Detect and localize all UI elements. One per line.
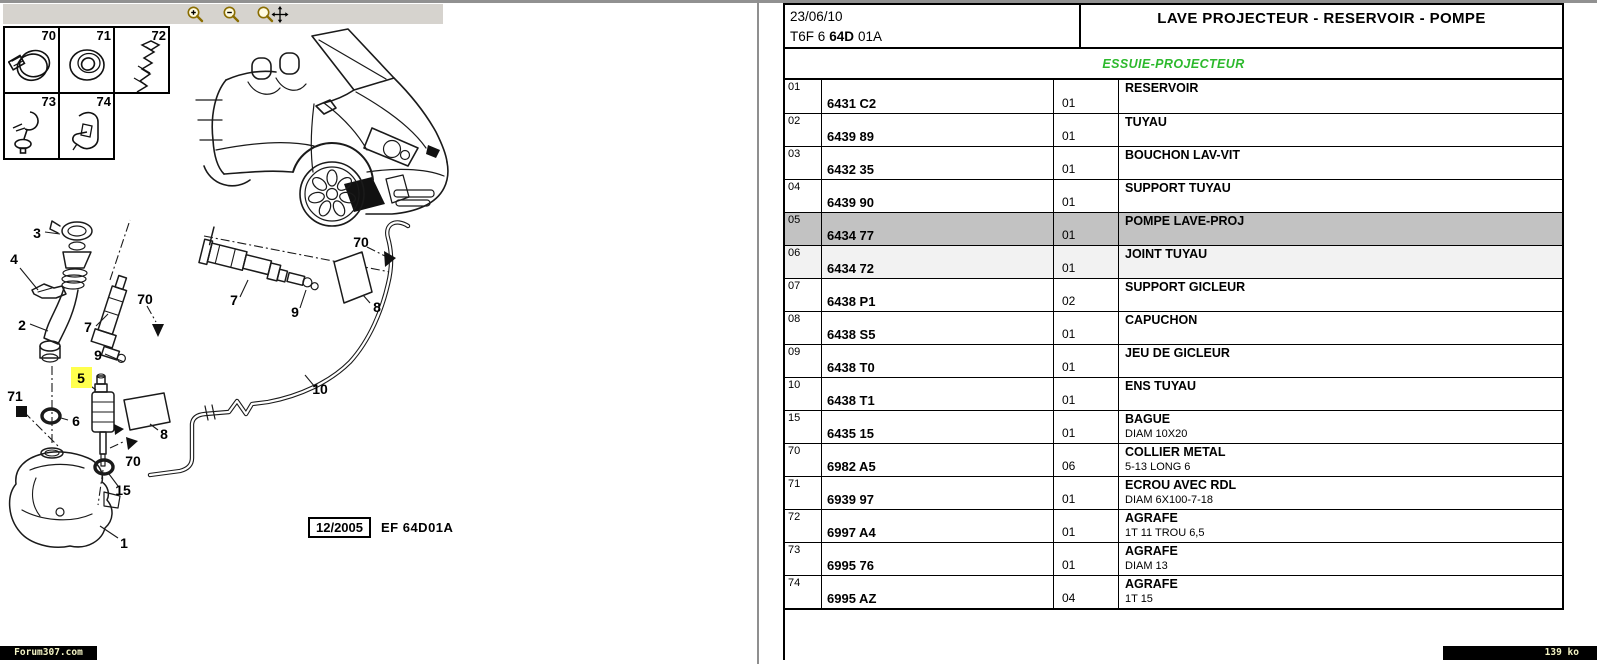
table-row[interactable] (785, 476, 1562, 509)
callout-2: 2 (18, 317, 26, 333)
qty-cell: 01 (1054, 213, 1119, 245)
part-label: ECROU AVEC RDL (1125, 478, 1237, 492)
part-label: AGRAFE (1125, 511, 1178, 525)
part-note (1125, 98, 1562, 111)
ref-cell: 72 (785, 510, 822, 542)
table-row[interactable] (785, 311, 1562, 344)
part-label: JEU DE GICLEUR (1125, 346, 1230, 360)
description-cell (1119, 213, 1562, 245)
part-note (1125, 131, 1562, 144)
callout-70: 70 (353, 234, 369, 250)
table-row[interactable] (785, 80, 1562, 113)
part-label: ENS TUYAU (1125, 379, 1197, 393)
statusbar-right: 139 ko (1443, 646, 1597, 660)
qty-cell: 01 (1054, 510, 1119, 542)
table-row[interactable] (785, 509, 1562, 542)
car-drawing (196, 29, 448, 226)
callout-10: 10 (312, 381, 328, 397)
part-number-cell: 6434 77 (822, 213, 1054, 245)
callout-70: 70 (137, 291, 153, 307)
part-number-cell: 6982 A5 (822, 444, 1054, 476)
qty-cell: 01 (1054, 477, 1119, 509)
part-label: AGRAFE (1125, 577, 1178, 591)
callout-6: 6 (72, 413, 80, 429)
part-note (1125, 164, 1562, 177)
table-row[interactable] (785, 443, 1562, 476)
part-number-cell: 6439 89 (822, 114, 1054, 146)
part-note (1125, 329, 1562, 342)
ref-cell: 70 (785, 444, 822, 476)
ref-cell: 03 (785, 147, 822, 179)
ref-cell: 15 (785, 411, 822, 443)
description-cell (1119, 345, 1562, 377)
description-cell (1119, 114, 1562, 146)
header-code: T6F 6 64D 01A (790, 29, 883, 44)
description-cell (1119, 180, 1562, 212)
qty-cell: 01 (1054, 114, 1119, 146)
part-label: BAGUE (1125, 412, 1171, 426)
parts-lineart (10, 221, 396, 547)
part-number-cell: 6438 T0 (822, 345, 1054, 377)
callout-8: 8 (373, 299, 381, 315)
description-cell (1119, 576, 1562, 608)
qty-cell: 01 (1054, 411, 1119, 443)
part-number-cell: 6438 S5 (822, 312, 1054, 344)
table-row[interactable] (785, 377, 1562, 410)
qty-cell: 01 (1054, 312, 1119, 344)
ref-cell: 71 (785, 477, 822, 509)
table-row[interactable] (785, 344, 1562, 377)
part-label: POMPE LAVE-PROJ (1125, 214, 1245, 228)
description-cell (1119, 378, 1562, 410)
ref-cell: 04 (785, 180, 822, 212)
hose-10 (150, 222, 408, 475)
ref-cell: 74 (785, 576, 822, 608)
ref-cell: 05 (785, 213, 822, 245)
part-note (1125, 362, 1562, 375)
part-label: CAPUCHON (1125, 313, 1198, 327)
statusbar-left: Forum307.com (0, 646, 97, 660)
callout-4: 4 (10, 251, 18, 267)
table-row[interactable] (785, 278, 1562, 311)
thumbnail-label: 72 (151, 28, 166, 43)
part-note (1125, 263, 1562, 276)
table-row[interactable] (785, 146, 1562, 179)
part-label: SUPPORT GICLEUR (1125, 280, 1246, 294)
part-number-cell: 6431 C2 (822, 80, 1054, 113)
callout-7: 7 (84, 319, 92, 335)
description-cell (1119, 80, 1562, 113)
part-label: BOUCHON LAV-VIT (1125, 148, 1241, 162)
ecrou-icon (63, 38, 113, 92)
callout-5: 5 (77, 370, 85, 386)
table-left-border-extension (783, 610, 785, 660)
part-number-cell: 6434 72 (822, 246, 1054, 278)
caption-date: 12/2005 (308, 517, 371, 538)
part-note: 1T 11 TROU 6,5 (1125, 527, 1205, 539)
part-number-cell: 6438 T1 (822, 378, 1054, 410)
thumbnail-label: 73 (41, 94, 56, 109)
part-note (1125, 296, 1562, 309)
ref-cell: 10 (785, 378, 822, 410)
section-subtitle: ESSUIE-PROJECTEUR (1102, 56, 1245, 71)
part-thumbnails (3, 26, 175, 160)
description-cell (1119, 411, 1562, 443)
qty-cell: 01 (1054, 345, 1119, 377)
ref-cell: 07 (785, 279, 822, 311)
ref-cell: 02 (785, 114, 822, 146)
description-cell (1119, 246, 1562, 278)
part-label: AGRAFE (1125, 544, 1178, 558)
description-cell (1119, 444, 1562, 476)
part-note: DIAM 6X100-7-18 (1125, 494, 1214, 506)
part-note: DIAM 13 (1125, 560, 1168, 572)
description-cell (1119, 477, 1562, 509)
part-number-cell: 6995 AZ (822, 576, 1054, 608)
part-note: 5-13 LONG 6 (1125, 461, 1191, 473)
thumbnail-74[interactable] (58, 92, 115, 160)
part-number-cell: 6439 90 (822, 180, 1054, 212)
thumbnail-71[interactable] (58, 26, 115, 94)
part-note: 1T 15 (1125, 593, 1153, 605)
callout-8: 8 (160, 426, 168, 442)
ref-cell: 08 (785, 312, 822, 344)
qty-cell: 01 (1054, 80, 1119, 113)
table-row[interactable] (785, 542, 1562, 575)
callout-3: 3 (33, 225, 41, 241)
callout-1: 1 (120, 535, 128, 551)
collier-metal-icon (8, 38, 58, 92)
qty-cell: 02 (1054, 279, 1119, 311)
part-label: SUPPORT TUYAU (1125, 181, 1231, 195)
part-number-cell: 6995 76 (822, 543, 1054, 575)
agrafe-icon (118, 38, 168, 92)
part-label: COLLIER METAL (1125, 445, 1226, 459)
table-rows (785, 80, 1562, 608)
qty-cell: 06 (1054, 444, 1119, 476)
table-row[interactable] (785, 212, 1562, 245)
ref-cell: 09 (785, 345, 822, 377)
panel-divider (757, 0, 759, 664)
part-number-cell: 6435 15 (822, 411, 1054, 443)
part-label: RESERVOIR (1125, 81, 1199, 95)
header-reference-cell (785, 5, 1081, 47)
thumbnail-73[interactable] (3, 92, 60, 160)
part-number-cell: 6939 97 (822, 477, 1054, 509)
diagram-caption (308, 517, 453, 538)
callout-15: 15 (115, 482, 131, 498)
part-note (1125, 395, 1562, 408)
agrafe-clip-icon (63, 104, 113, 158)
qty-cell: 04 (1054, 576, 1119, 608)
description-cell (1119, 312, 1562, 344)
description-cell (1119, 147, 1562, 179)
thumbnail-72[interactable] (113, 26, 170, 94)
thumbnail-label: 71 (96, 28, 111, 43)
table-header (785, 5, 1562, 49)
callout-70: 70 (125, 453, 141, 469)
part-note (1125, 197, 1562, 210)
section-band (785, 49, 1562, 80)
qty-cell: 01 (1054, 246, 1119, 278)
description-cell (1119, 510, 1562, 542)
part-number-cell: 6432 35 (822, 147, 1054, 179)
ref-cell: 01 (785, 80, 822, 113)
ref-cell: 73 (785, 543, 822, 575)
part-label: JOINT TUYAU (1125, 247, 1208, 261)
qty-cell: 01 (1054, 378, 1119, 410)
qty-cell: 01 (1054, 147, 1119, 179)
agrafe-stud-icon (8, 104, 58, 158)
thumbnail-70[interactable] (3, 26, 60, 94)
part-number-cell: 6438 P1 (822, 279, 1054, 311)
table-row[interactable] (785, 113, 1562, 146)
table-row[interactable] (785, 245, 1562, 278)
thumbnail-label: 74 (96, 94, 111, 109)
callout-9: 9 (291, 304, 299, 320)
table-row[interactable] (785, 179, 1562, 212)
parts-table (783, 3, 1564, 610)
part-label: TUYAU (1125, 115, 1167, 129)
table-row[interactable] (785, 410, 1562, 443)
thumbnail-label: 70 (41, 28, 56, 43)
page-title: LAVE PROJECTEUR - RESERVOIR - POMPE (1157, 10, 1486, 27)
part-number-cell: 6997 A4 (822, 510, 1054, 542)
callout-71: 71 (7, 388, 23, 404)
part-note (1125, 230, 1562, 243)
description-cell (1119, 279, 1562, 311)
part-note: DIAM 10X20 (1125, 428, 1188, 440)
table-row[interactable] (785, 575, 1562, 608)
qty-cell: 01 (1054, 543, 1119, 575)
caption-code: EF 64D01A (381, 520, 454, 535)
callout-9: 9 (94, 347, 102, 363)
description-cell (1119, 543, 1562, 575)
header-date: 23/06/10 (790, 9, 843, 24)
ref-cell: 06 (785, 246, 822, 278)
qty-cell: 01 (1054, 180, 1119, 212)
callout-7: 7 (230, 292, 238, 308)
